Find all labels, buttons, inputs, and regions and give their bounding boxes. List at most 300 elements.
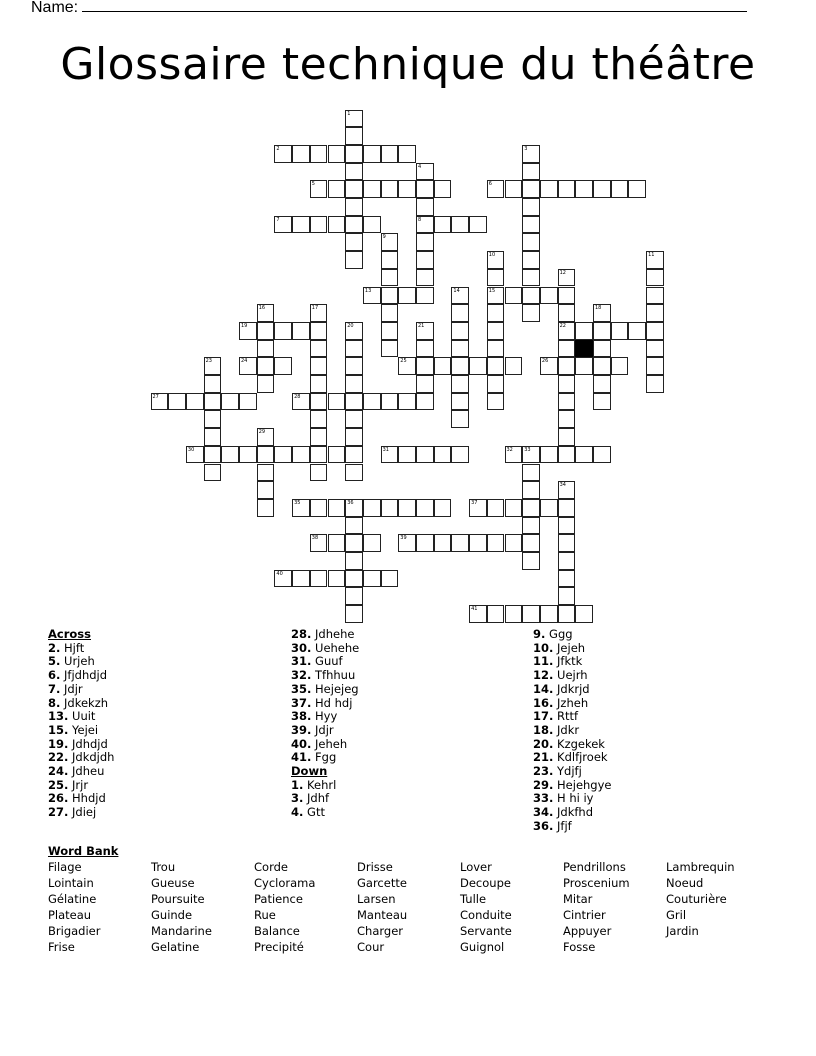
grid-cell[interactable] [381, 287, 399, 305]
grid-cell[interactable] [257, 322, 275, 340]
clue-item [291, 628, 359, 642]
grid-cell[interactable] [558, 287, 576, 305]
grid-cell[interactable] [416, 534, 434, 552]
grid-cell[interactable] [221, 393, 239, 411]
grid-cell[interactable] [487, 251, 505, 269]
word-bank-item: Filage [48, 860, 82, 874]
grid-cell[interactable] [292, 570, 310, 588]
grid-cell[interactable] [487, 340, 505, 358]
clue-item-number: 16. [533, 695, 554, 710]
grid-cell[interactable] [540, 605, 558, 623]
grid-cell[interactable] [558, 269, 576, 287]
grid-cell[interactable] [398, 499, 416, 517]
grid-cell[interactable] [292, 145, 310, 163]
clue-item [291, 697, 359, 711]
grid-cell[interactable] [540, 287, 558, 305]
grid-cell[interactable] [204, 446, 222, 464]
clue-number: 37 [471, 499, 478, 506]
grid-cell[interactable] [363, 534, 381, 552]
clues-column-3 [533, 628, 612, 834]
grid-cell[interactable] [274, 446, 292, 464]
grid-cell[interactable] [257, 357, 275, 375]
grid-cell[interactable] [310, 499, 328, 517]
grid-cell[interactable] [646, 322, 664, 340]
clue-number: 36 [347, 499, 354, 506]
grid-cell[interactable] [416, 163, 434, 181]
grid-cell[interactable] [540, 499, 558, 517]
grid-cell[interactable] [239, 357, 257, 375]
grid-cell[interactable] [646, 269, 664, 287]
grid-cell[interactable] [257, 375, 275, 393]
grid-cell[interactable] [593, 393, 611, 411]
grid-cell[interactable] [434, 180, 452, 198]
grid-cell[interactable] [505, 180, 523, 198]
grid-cell[interactable] [416, 251, 434, 269]
grid-cell[interactable] [381, 233, 399, 251]
grid-cell[interactable] [310, 464, 328, 482]
grid-cell[interactable] [434, 216, 452, 234]
grid-cell[interactable] [381, 304, 399, 322]
grid-cell[interactable] [345, 517, 363, 535]
grid-cell[interactable] [204, 357, 222, 375]
word-bank-item: Cintrier [563, 908, 606, 923]
grid-cell[interactable] [345, 180, 363, 198]
grid-cell[interactable] [434, 446, 452, 464]
grid-cell[interactable] [345, 233, 363, 251]
grid-cell[interactable] [363, 216, 381, 234]
grid-cell[interactable] [451, 304, 469, 322]
grid-cell[interactable] [204, 393, 222, 411]
grid-cell[interactable] [363, 180, 381, 198]
clue-item [48, 779, 114, 793]
grid-cell[interactable] [434, 534, 452, 552]
grid-cell[interactable] [575, 322, 593, 340]
grid-cell[interactable] [522, 198, 540, 216]
grid-cell[interactable] [522, 552, 540, 570]
grid-cell[interactable] [522, 163, 540, 181]
grid-cell[interactable] [434, 357, 452, 375]
grid-cell[interactable] [363, 393, 381, 411]
clue-item-number: 25. [48, 777, 69, 792]
grid-cell[interactable] [558, 410, 576, 428]
grid-cell[interactable] [274, 570, 292, 588]
word-bank-item: Brigadier [48, 924, 101, 939]
grid-cell[interactable] [487, 357, 505, 375]
grid-cell[interactable] [487, 304, 505, 322]
grid-cell[interactable] [505, 499, 523, 517]
grid-cell[interactable] [575, 446, 593, 464]
clue-item-number: 22. [48, 750, 69, 765]
grid-cell[interactable] [328, 216, 346, 234]
grid-cell[interactable] [522, 517, 540, 535]
grid-cell[interactable] [310, 180, 328, 198]
grid-cell[interactable] [310, 145, 328, 163]
grid-cell[interactable] [328, 570, 346, 588]
grid-cell[interactable] [522, 605, 540, 623]
grid-cell[interactable] [522, 233, 540, 251]
grid-cell[interactable] [575, 180, 593, 198]
grid-cell[interactable] [310, 393, 328, 411]
grid-cell[interactable] [345, 605, 363, 623]
grid-cell[interactable] [310, 340, 328, 358]
grid-cell[interactable] [292, 322, 310, 340]
clue-number: 28 [294, 393, 301, 400]
grid-cell[interactable] [611, 322, 629, 340]
grid-cell[interactable] [381, 322, 399, 340]
grid-cell[interactable] [522, 269, 540, 287]
grid-cell[interactable] [257, 446, 275, 464]
grid-cell[interactable] [204, 464, 222, 482]
grid-cell[interactable] [646, 287, 664, 305]
clue-number: 2 [276, 145, 280, 152]
grid-cell[interactable] [416, 393, 434, 411]
clue-number: 9 [382, 234, 386, 241]
grid-cell[interactable] [558, 499, 576, 517]
grid-cell[interactable] [345, 110, 363, 128]
grid-cell[interactable] [274, 216, 292, 234]
grid-cell[interactable] [416, 446, 434, 464]
grid-cell[interactable] [345, 216, 363, 234]
grid-cell[interactable] [558, 393, 576, 411]
grid-cell[interactable] [522, 499, 540, 517]
word-bank-item: Fosse [563, 940, 596, 955]
word-bank-item: Couturière [666, 892, 727, 907]
grid-cell[interactable] [345, 570, 363, 588]
grid-cell[interactable] [257, 499, 275, 517]
grid-cell[interactable] [345, 464, 363, 482]
clue-item [291, 792, 359, 806]
grid-cell[interactable] [328, 393, 346, 411]
grid-cell[interactable] [345, 587, 363, 605]
grid-cell[interactable] [363, 287, 381, 305]
grid-cell[interactable] [451, 322, 469, 340]
grid-cell[interactable] [310, 322, 328, 340]
clue-item [48, 710, 114, 724]
grid-cell[interactable] [416, 357, 434, 375]
grid-cell[interactable] [345, 163, 363, 181]
clue-item-text: Jdkfhd [553, 805, 594, 820]
grid-cell[interactable] [522, 216, 540, 234]
grid-cell[interactable] [204, 410, 222, 428]
grid-cell[interactable] [540, 180, 558, 198]
word-bank-item: Cyclorama [254, 876, 316, 891]
grid-cell[interactable] [558, 428, 576, 446]
grid-cell[interactable] [451, 340, 469, 358]
grid-cell[interactable] [363, 499, 381, 517]
word-bank-item: Charger [357, 924, 403, 939]
clue-number: 4 [418, 163, 422, 170]
word-bank-item: Gélatine [48, 892, 97, 907]
grid-cell[interactable] [416, 322, 434, 340]
grid-cell[interactable] [522, 534, 540, 552]
grid-cell[interactable] [469, 605, 487, 623]
grid-cell[interactable] [558, 180, 576, 198]
grid-cell[interactable] [451, 375, 469, 393]
grid-cell[interactable] [451, 216, 469, 234]
grid-cell[interactable] [345, 127, 363, 145]
clue-item-text: Jfjdhdjd [60, 668, 108, 683]
grid-cell[interactable] [487, 393, 505, 411]
clue-item [291, 724, 359, 738]
clue-item-text: Jdhehe [311, 627, 355, 641]
grid-cell[interactable] [646, 304, 664, 322]
grid-cell[interactable] [310, 357, 328, 375]
grid-cell[interactable] [593, 357, 611, 375]
grid-cell[interactable] [451, 446, 469, 464]
clue-item-number: 23. [533, 764, 554, 779]
grid-cell[interactable] [505, 357, 523, 375]
grid-cell[interactable] [292, 499, 310, 517]
grid-cell[interactable] [558, 517, 576, 535]
grid-cell[interactable] [558, 322, 576, 340]
grid-cell[interactable] [522, 251, 540, 269]
grid-cell[interactable] [381, 269, 399, 287]
grid-cell[interactable] [363, 570, 381, 588]
grid-cell[interactable] [558, 587, 576, 605]
grid-cell[interactable] [328, 145, 346, 163]
grid-cell[interactable] [487, 269, 505, 287]
grid-cell[interactable] [292, 393, 310, 411]
grid-cell[interactable] [381, 180, 399, 198]
grid-cell[interactable] [257, 481, 275, 499]
grid-cell[interactable] [310, 446, 328, 464]
grid-cell[interactable] [398, 180, 416, 198]
grid-cell[interactable] [522, 464, 540, 482]
grid-cell[interactable] [310, 410, 328, 428]
clue-item-number: 2. [48, 640, 61, 655]
grid-cell[interactable] [345, 410, 363, 428]
grid-cell[interactable] [345, 322, 363, 340]
grid-cell[interactable] [505, 534, 523, 552]
clue-item-text: Hyy [311, 709, 338, 724]
grid-cell[interactable] [328, 446, 346, 464]
grid-cell[interactable] [257, 304, 275, 322]
grid-cell[interactable] [328, 180, 346, 198]
grid-cell[interactable] [345, 534, 363, 552]
grid-cell[interactable] [292, 216, 310, 234]
grid-cell[interactable] [292, 446, 310, 464]
grid-cell[interactable] [646, 375, 664, 393]
grid-cell[interactable] [487, 287, 505, 305]
grid-cell[interactable] [505, 287, 523, 305]
grid-cell[interactable] [451, 357, 469, 375]
grid-cell[interactable] [469, 499, 487, 517]
grid-cell[interactable] [540, 357, 558, 375]
grid-cell[interactable] [310, 216, 328, 234]
grid-cell[interactable] [328, 499, 346, 517]
grid-cell[interactable] [469, 357, 487, 375]
grid-cell[interactable] [469, 534, 487, 552]
clue-item-text: Urjeh [60, 654, 95, 669]
grid-cell[interactable] [345, 251, 363, 269]
grid-cell[interactable] [522, 304, 540, 322]
grid-cell[interactable] [540, 446, 558, 464]
grid-cell[interactable] [274, 145, 292, 163]
grid-cell[interactable] [257, 464, 275, 482]
word-bank-item: Cour [357, 940, 385, 955]
grid-cell[interactable] [381, 145, 399, 163]
grid-cell[interactable] [398, 534, 416, 552]
grid-cell[interactable] [239, 446, 257, 464]
grid-cell[interactable] [558, 570, 576, 588]
grid-cell[interactable] [345, 357, 363, 375]
grid-cell[interactable] [487, 605, 505, 623]
grid-cell[interactable] [416, 198, 434, 216]
grid-cell[interactable] [558, 481, 576, 499]
grid-cell[interactable] [505, 605, 523, 623]
grid-cell[interactable] [593, 375, 611, 393]
grid-cell[interactable] [310, 534, 328, 552]
grid-cell[interactable] [451, 410, 469, 428]
grid-cell[interactable] [558, 357, 576, 375]
grid-cell[interactable] [451, 534, 469, 552]
grid-cell[interactable] [381, 251, 399, 269]
grid-cell[interactable] [345, 340, 363, 358]
grid-cell[interactable] [522, 145, 540, 163]
grid-cell[interactable] [274, 322, 292, 340]
grid-cell[interactable] [310, 304, 328, 322]
grid-cell[interactable] [575, 605, 593, 623]
grid-cell[interactable] [151, 393, 169, 411]
grid-cell[interactable] [593, 340, 611, 358]
clue-item-number: 3. [291, 791, 304, 806]
grid-cell[interactable] [416, 269, 434, 287]
grid-cell[interactable] [434, 499, 452, 517]
clue-item [48, 655, 114, 669]
grid-cell[interactable] [398, 145, 416, 163]
grid-cell[interactable] [398, 357, 416, 375]
word-bank-item: Jardin [666, 924, 699, 939]
grid-cell[interactable] [646, 357, 664, 375]
grid-cell[interactable] [239, 322, 257, 340]
grid-cell[interactable] [558, 304, 576, 322]
grid-cell[interactable] [345, 145, 363, 163]
grid-cell[interactable] [558, 605, 576, 623]
grid-cell[interactable] [628, 322, 646, 340]
grid-cell[interactable] [505, 446, 523, 464]
clue-number: 29 [258, 429, 266, 436]
grid-cell[interactable] [487, 322, 505, 340]
grid-cell[interactable] [451, 287, 469, 305]
grid-cell[interactable] [416, 375, 434, 393]
grid-cell[interactable] [487, 534, 505, 552]
word-bank-list [48, 859, 769, 956]
grid-cell[interactable] [274, 357, 292, 375]
grid-cell[interactable] [611, 180, 629, 198]
grid-cell[interactable] [487, 375, 505, 393]
grid-cell[interactable] [558, 375, 576, 393]
grid-cell[interactable] [345, 552, 363, 570]
grid-cell[interactable] [168, 393, 186, 411]
grid-cell[interactable] [310, 428, 328, 446]
grid-cell[interactable] [345, 393, 363, 411]
grid-cell[interactable] [593, 322, 611, 340]
word-bank-item: Decoupe [460, 876, 511, 891]
grid-cell[interactable] [363, 145, 381, 163]
grid-cell[interactable] [204, 428, 222, 446]
grid-cell[interactable] [522, 481, 540, 499]
clue-item-number: 26. [48, 791, 69, 806]
grid-cell[interactable] [522, 446, 540, 464]
grid-cell[interactable] [469, 216, 487, 234]
grid-cell[interactable] [487, 499, 505, 517]
grid-cell[interactable] [257, 340, 275, 358]
grid-cell[interactable] [381, 340, 399, 358]
clue-item [291, 683, 359, 697]
grid-cell[interactable] [558, 340, 576, 358]
grid-cell[interactable] [186, 446, 204, 464]
grid-cell[interactable] [221, 446, 239, 464]
grid-cell[interactable] [487, 180, 505, 198]
clue-number: 3 [524, 145, 528, 152]
clue-item [533, 792, 612, 806]
grid-cell[interactable] [310, 375, 328, 393]
grid-cell[interactable] [345, 446, 363, 464]
grid-cell[interactable] [381, 393, 399, 411]
word-bank-item: Gelatine [151, 940, 200, 955]
word-bank-item: Guinde [151, 908, 193, 923]
grid-cell[interactable] [381, 499, 399, 517]
grid-cell[interactable] [522, 180, 540, 198]
grid-cell[interactable] [416, 287, 434, 305]
grid-cell[interactable] [558, 552, 576, 570]
grid-cell[interactable] [611, 357, 629, 375]
grid-cell[interactable] [575, 357, 593, 375]
clue-number: 17 [311, 305, 319, 312]
grid-cell[interactable] [416, 180, 434, 198]
grid-cell[interactable] [345, 428, 363, 446]
clue-number: 30 [187, 446, 195, 453]
clue-number: 12 [559, 269, 566, 276]
grid-cell[interactable] [381, 446, 399, 464]
grid-cell[interactable] [646, 251, 664, 269]
clue-item-number: 41. [291, 750, 312, 765]
clue-number: 15 [488, 287, 496, 294]
grid-cell[interactable] [345, 499, 363, 517]
grid-cell[interactable] [416, 216, 434, 234]
grid-cell[interactable] [558, 534, 576, 552]
clue-item-text: Jejeh [553, 640, 586, 655]
grid-cell[interactable] [186, 393, 204, 411]
grid-cell[interactable] [628, 180, 646, 198]
grid-cell[interactable] [381, 570, 399, 588]
grid-cell[interactable] [310, 570, 328, 588]
word-bank-item: Proscenium [563, 876, 630, 891]
grid-cell[interactable] [345, 198, 363, 216]
grid-cell[interactable] [204, 375, 222, 393]
grid-cell[interactable] [398, 287, 416, 305]
grid-cell[interactable] [646, 340, 664, 358]
grid-cell[interactable] [593, 304, 611, 322]
grid-cell[interactable] [398, 393, 416, 411]
grid-cell[interactable] [398, 446, 416, 464]
grid-cell[interactable] [257, 428, 275, 446]
grid-cell[interactable] [239, 393, 257, 411]
grid-cell[interactable] [416, 340, 434, 358]
grid-cell[interactable] [522, 287, 540, 305]
clue-number: 21 [418, 322, 425, 329]
grid-cell[interactable] [416, 499, 434, 517]
grid-cell[interactable] [593, 446, 611, 464]
grid-cell[interactable] [345, 375, 363, 393]
grid-cell[interactable] [328, 534, 346, 552]
clue-item [533, 655, 612, 669]
grid-cell[interactable] [451, 393, 469, 411]
clue-item-text: Guuf [311, 654, 343, 669]
grid-cell[interactable] [593, 180, 611, 198]
grid-cell[interactable] [416, 233, 434, 251]
grid-cell[interactable] [558, 446, 576, 464]
